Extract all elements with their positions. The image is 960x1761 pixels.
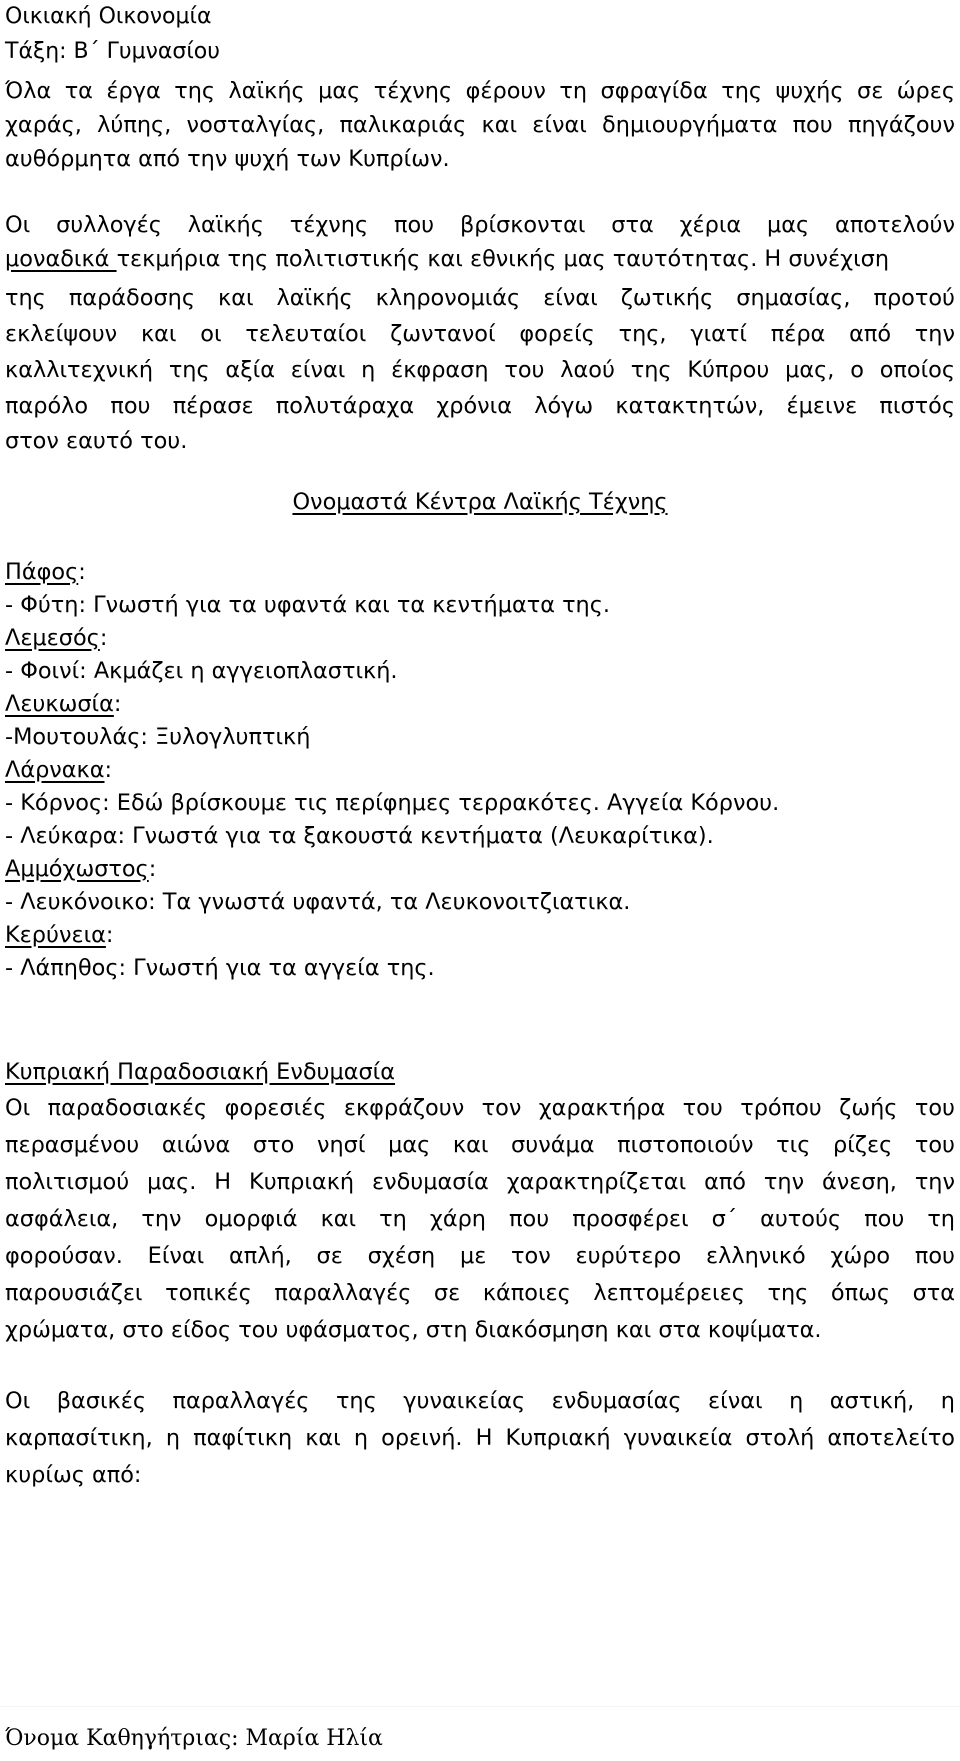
- subject-title: Οικιακή Οικονομία: [5, 4, 212, 29]
- collections-line: της παράδοσης και λαϊκής κληρονομιάς είναι ζωτικής σημασίας, προτού: [5, 285, 955, 311]
- centers-title: Ονομαστά Κέντρα Λαϊκής Τέχνης: [292, 489, 668, 515]
- region-item: - Λεύκαρα: Γνωστά για τα ξακουστά κεντήματα (Λευκαρίτικα).: [5, 823, 714, 849]
- region-item: - Φοινί: Ακμάζει η αγγειοπλαστική.: [5, 658, 398, 684]
- costume-line: κυρίως από:: [5, 1462, 142, 1488]
- costume-line: καρπασίτικη, η παφίτικη και η ορεινή. Η Κυπριακή γυναικεία στολή αποτελείτο: [5, 1425, 955, 1451]
- region-heading: [5, 918, 955, 952]
- region-item: - Λάπηθος: Γνωστή για τα αγγεία της.: [5, 955, 435, 981]
- region-colon: :: [99, 625, 108, 651]
- collections-line: καλλιτεχνική της αξία είναι η έκφραση του λαού της Κύπρου μας, ο οποίος: [5, 357, 955, 383]
- region-heading: [5, 852, 955, 886]
- region-colon: :: [148, 856, 157, 882]
- grade-label: Τάξη: Β΄ Γυμνασίου: [5, 39, 220, 64]
- collections-line: εκλείψουν και οι τελευταίοι ζωντανοί φορείς της, γιατί πέρα από την: [5, 321, 955, 347]
- region-item: - Φύτη: Γνωστή για τα υφαντά και τα κεντήματα της.: [5, 592, 611, 618]
- costume-line: Οι βασικές παραλλαγές της γυναικείας ενδυμασίας είναι η αστική, η: [5, 1388, 955, 1414]
- intro-line: χαράς, λύπης, νοσταλγίας, παλικαριάς και είναι δημιουργήματα που πηγάζουν: [5, 112, 955, 138]
- region-name: Αμμόχωστος: [5, 856, 149, 882]
- intro-line: Όλα τα έργα της λαϊκής μας τέχνης φέρουν τη σφραγίδα της ψυχής σε ώρες: [5, 78, 955, 104]
- underlined-word: μοναδικά: [5, 246, 117, 272]
- collections-line: Οι συλλογές λαϊκής τέχνης που βρίσκονται στα χέρια μας αποτελούν: [5, 212, 955, 238]
- region-item: - Κόρνος: Εδώ βρίσκουμε τις περίφημες τερρακότες. Αγγεία Κόρνου.: [5, 790, 780, 816]
- region-colon: :: [78, 559, 86, 585]
- intro-line: αυθόρμητα από την ψυχή των Κυπρίων.: [5, 146, 450, 172]
- costume-line: ασφάλεια, την ομορφιά και τη χάρη που προσφέρει σ΄ αυτούς που τη: [5, 1206, 955, 1232]
- costume-line: παρουσιάζει τοπικές παραλλαγές σε κάποιες λεπτομέρειες της όπως στα: [5, 1280, 955, 1306]
- region-name: Λεμεσός: [5, 625, 100, 651]
- footer-divider: [0, 1706, 960, 1707]
- region-heading: [5, 555, 955, 589]
- costume-line: χρώματα, στο είδος του υφάσματος, στη διακόσμηση και στα κοψίματα.: [5, 1317, 822, 1343]
- collections-line: [5, 242, 955, 276]
- region-name: Κερύνεια: [5, 922, 106, 948]
- teacher-name: Όνομα Καθηγήτριας: Μαρία Ηλία: [5, 1726, 383, 1751]
- region-item: -Μουτουλάς: Ξυλογλυπτική: [5, 724, 311, 750]
- collections-line: στον εαυτό του.: [5, 428, 188, 454]
- costume-title: Κυπριακή Παραδοσιακή Ενδυμασία: [5, 1059, 396, 1085]
- region-name: Πάφος: [5, 559, 79, 585]
- collections-line: παρόλο που πέρασε πολυτάραχα χρόνια λόγω κατακτητών, έμεινε πιστός: [5, 393, 955, 419]
- costume-line: Οι παραδοσιακές φορεσιές εκφράζουν τον χαρακτήρα του τρόπου ζωής του: [5, 1095, 955, 1121]
- costume-line: περασμένου αιώνα στο νησί μας και συνάμα πιστοποιούν τις ρίζες του: [5, 1132, 955, 1158]
- costume-line: φορούσαν. Είναι απλή, σε σχέση με τον ευρύτερο ελληνικό χώρο που: [5, 1243, 955, 1269]
- region-heading: [5, 621, 955, 655]
- region-name: Λάρνακα: [5, 757, 105, 783]
- region-colon: :: [113, 691, 122, 717]
- section-title: [5, 1055, 955, 1089]
- region-name: Λευκωσία: [5, 691, 114, 717]
- section-title: [0, 485, 960, 519]
- region-heading: [5, 753, 955, 787]
- region-colon: :: [105, 922, 114, 948]
- region-item: - Λευκόνοικο: Τα γνωστά υφαντά, τα Λευκονοιτζιατικα.: [5, 889, 631, 915]
- costume-line: πολιτισμού μας. Η Κυπριακή ενδυμασία χαρακτηρίζεται από την άνεση, την: [5, 1169, 955, 1195]
- collections-line-rest: τεκμήρια της πολιτιστικής και εθνικής μας ταυτότητας. Η συνέχιση: [116, 246, 890, 272]
- region-heading: [5, 687, 955, 721]
- region-colon: :: [104, 757, 113, 783]
